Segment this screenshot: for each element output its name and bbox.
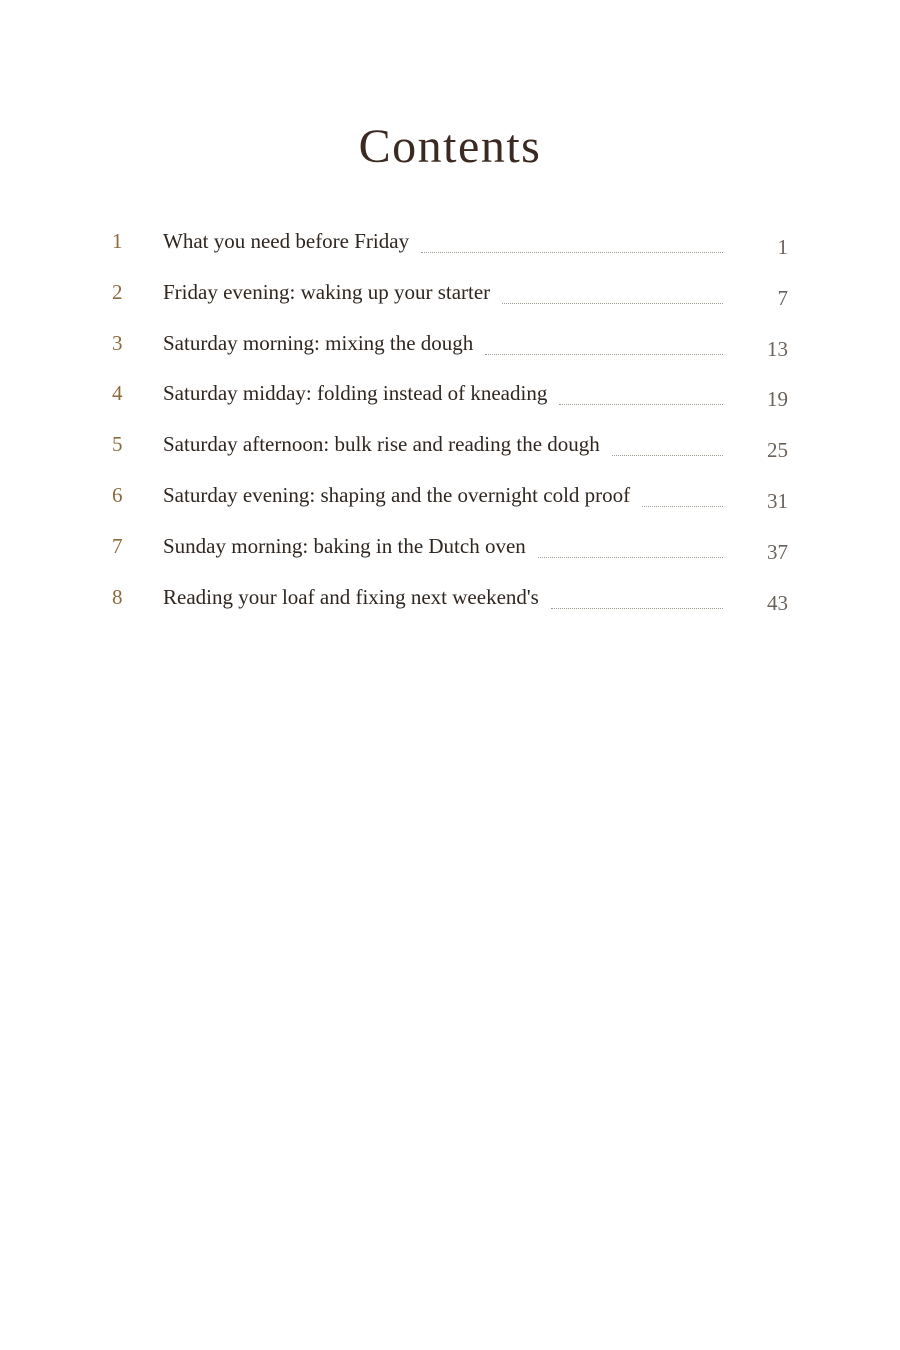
dot-leader: [421, 251, 723, 253]
page-number: 25: [767, 438, 788, 463]
chapter-number: 3: [112, 330, 123, 355]
page-title: Contents: [358, 120, 542, 173]
chapter-title[interactable]: Saturday evening: shaping and the overnight cold proof: [163, 482, 631, 507]
entry-line: [163, 431, 723, 457]
page-number: 43: [767, 590, 788, 615]
chapter-title[interactable]: Friday evening: waking up your starter: [163, 279, 491, 304]
entry-line: [163, 380, 723, 406]
chapter-number: 6: [112, 482, 123, 507]
entry-line: [163, 584, 723, 610]
chapter-title[interactable]: Reading your loaf and fixing next weekend's: [163, 584, 539, 609]
table-of-contents: [0, 222, 900, 628]
entry-line: [163, 228, 723, 254]
chapter-title[interactable]: Saturday afternoon: bulk rise and reading the dough: [163, 432, 600, 457]
chapter-title[interactable]: Sunday morning: baking in the Dutch oven: [163, 533, 526, 558]
entry-line: [163, 482, 723, 508]
dot-leader: [538, 556, 723, 558]
toc-entry[interactable]: [0, 273, 900, 324]
chapter-number: 1: [112, 229, 123, 253]
toc-entry[interactable]: [0, 527, 900, 578]
chapter-title[interactable]: Saturday morning: mixing the dough: [163, 330, 474, 355]
chapter-number: 2: [112, 279, 123, 304]
toc-entry[interactable]: [0, 425, 900, 476]
page-number: 37: [767, 539, 788, 564]
entry-line: [163, 330, 723, 356]
dot-leader: [485, 353, 723, 355]
chapter-title[interactable]: Saturday midday: folding instead of kneading: [163, 381, 548, 406]
dot-leader: [559, 403, 723, 405]
page-number: 13: [767, 336, 788, 361]
chapter-number: 5: [112, 432, 123, 457]
dot-leader: [642, 505, 723, 507]
entry-line: [163, 279, 723, 305]
page-number: 7: [777, 285, 788, 310]
toc-entry[interactable]: [0, 476, 900, 527]
chapter-number: 7: [112, 533, 123, 558]
toc-entry[interactable]: [0, 222, 900, 273]
dot-leader: [502, 302, 723, 304]
toc-entry[interactable]: [0, 578, 900, 629]
page-number: 1: [777, 235, 788, 259]
dot-leader: [551, 607, 723, 609]
page-number: 19: [767, 387, 788, 412]
toc-entry[interactable]: [0, 324, 900, 375]
chapter-title[interactable]: What you need before Friday: [163, 229, 410, 253]
chapter-number: 8: [112, 584, 123, 609]
page-number: 31: [767, 488, 788, 513]
toc-entry[interactable]: [0, 374, 900, 425]
dot-leader: [612, 454, 723, 456]
entry-line: [163, 533, 723, 559]
chapter-number: 4: [112, 381, 123, 406]
